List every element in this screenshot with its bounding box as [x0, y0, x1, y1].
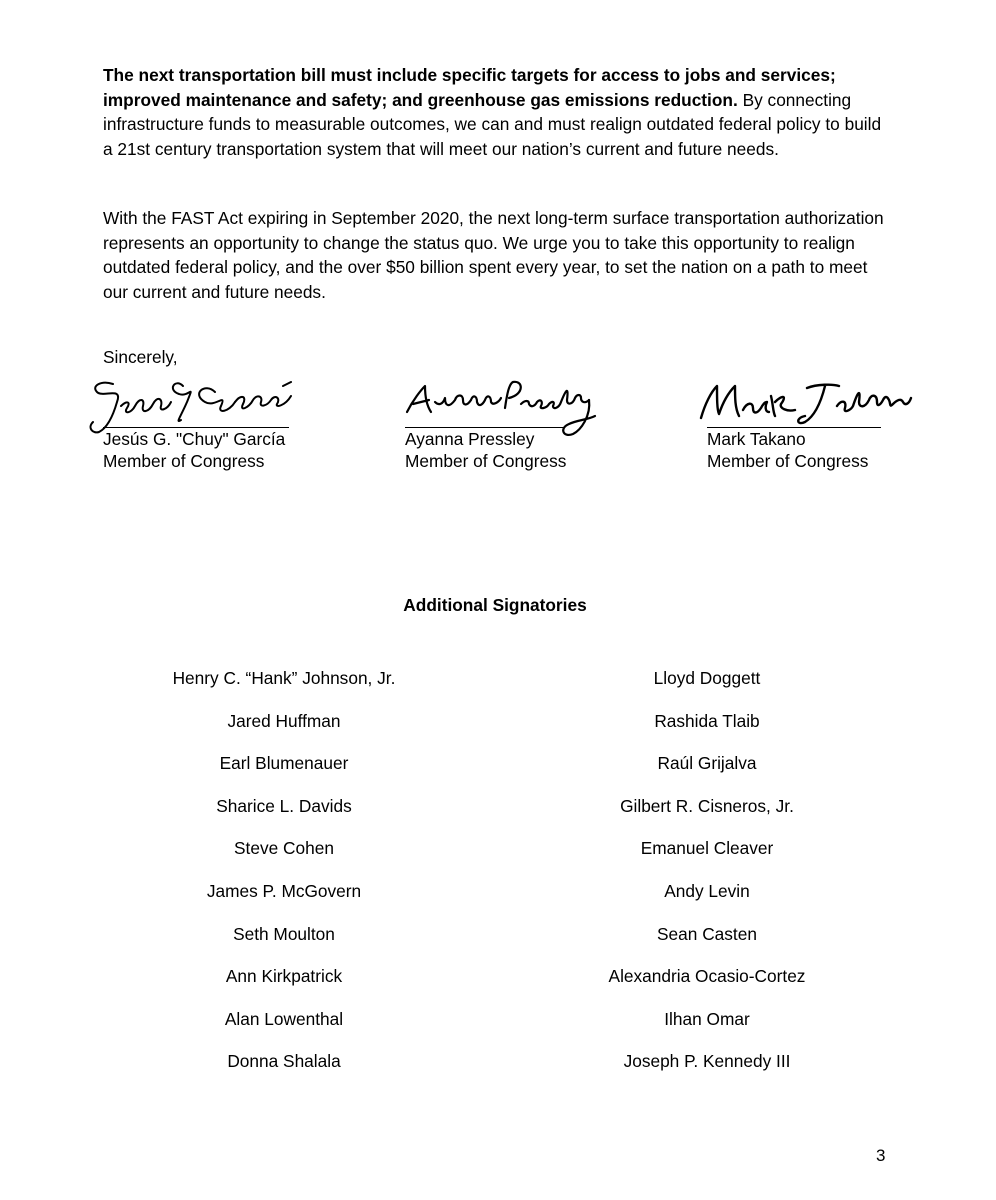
signature-image-takano [687, 372, 927, 432]
signer-name: Jesús G. "Chuy" García [103, 429, 286, 449]
signatory-name: Rashida Tlaib [654, 710, 760, 731]
signatory-name: James P. McGovern [206, 880, 362, 901]
signer-title: Member of Congress [103, 451, 265, 471]
signatories-right-column [527, 667, 887, 1093]
signature-image-garcia [83, 372, 323, 432]
signatory-name: Jared Huffman [227, 710, 341, 731]
signatory-name: Steve Cohen [234, 838, 334, 859]
page-number: 3 [876, 1146, 886, 1165]
signatory-name: Lloyd Doggett [653, 668, 761, 688]
closing: Sincerely, [103, 347, 178, 367]
paragraph-fast-act: With the FAST Act expiring in September 2020, the next long-term surface transportation authorization represents an opportunity to change the status quo. We urge you to take this opportunity to realign outdated federal policy, and the over $50 billion spent every year, to set the nation on a path to meet our current and future needs. [103, 208, 884, 302]
signatory-name: Henry C. “Hank” Johnson, Jr. [172, 668, 396, 688]
paragraph-targets-rest: By connecting infrastructure funds to measurable outcomes, we can and must realign outdated federal policy to build a 21st century transportation system that will meet our nation’s current and future needs. [103, 89, 882, 159]
signatory-name: Seth Moulton [233, 923, 335, 944]
signatory-name: Joseph P. Kennedy III [623, 1051, 791, 1072]
signer-name: Ayanna Pressley [405, 429, 535, 449]
signatory-name: Alexandria Ocasio-Cortez [608, 966, 806, 987]
signatory-name: Andy Levin [664, 880, 750, 901]
signatory-name: Sharice L. Davids [216, 795, 352, 816]
paragraph-targets [103, 63, 893, 161]
signatory-name: Donna Shalala [227, 1051, 341, 1072]
signatory-name: Earl Blumenauer [219, 753, 349, 774]
signer-title: Member of Congress [405, 451, 567, 471]
signer-name: Mark Takano [707, 429, 806, 449]
signatory-name: Alan Lowenthal [224, 1008, 344, 1029]
signatory-name: Emanuel Cleaver [640, 838, 774, 859]
paragraph-targets-bold: The next transportation bill must include specific targets for access to jobs and services; improved maintenance and safety; and greenhouse gas emissions reduction. [103, 65, 836, 110]
signatory-name: Ilhan Omar [664, 1008, 750, 1029]
signatory-name: Raúl Grijalva [657, 753, 757, 774]
signatories-left-column [104, 667, 464, 1093]
signatory-name: Sean Casten [657, 923, 757, 944]
signer-title: Member of Congress [707, 451, 869, 471]
additional-signatories-heading: Additional Signatories [403, 595, 587, 615]
signatory-name: Gilbert R. Cisneros, Jr. [620, 795, 794, 816]
signatory-name: Ann Kirkpatrick [225, 966, 343, 987]
